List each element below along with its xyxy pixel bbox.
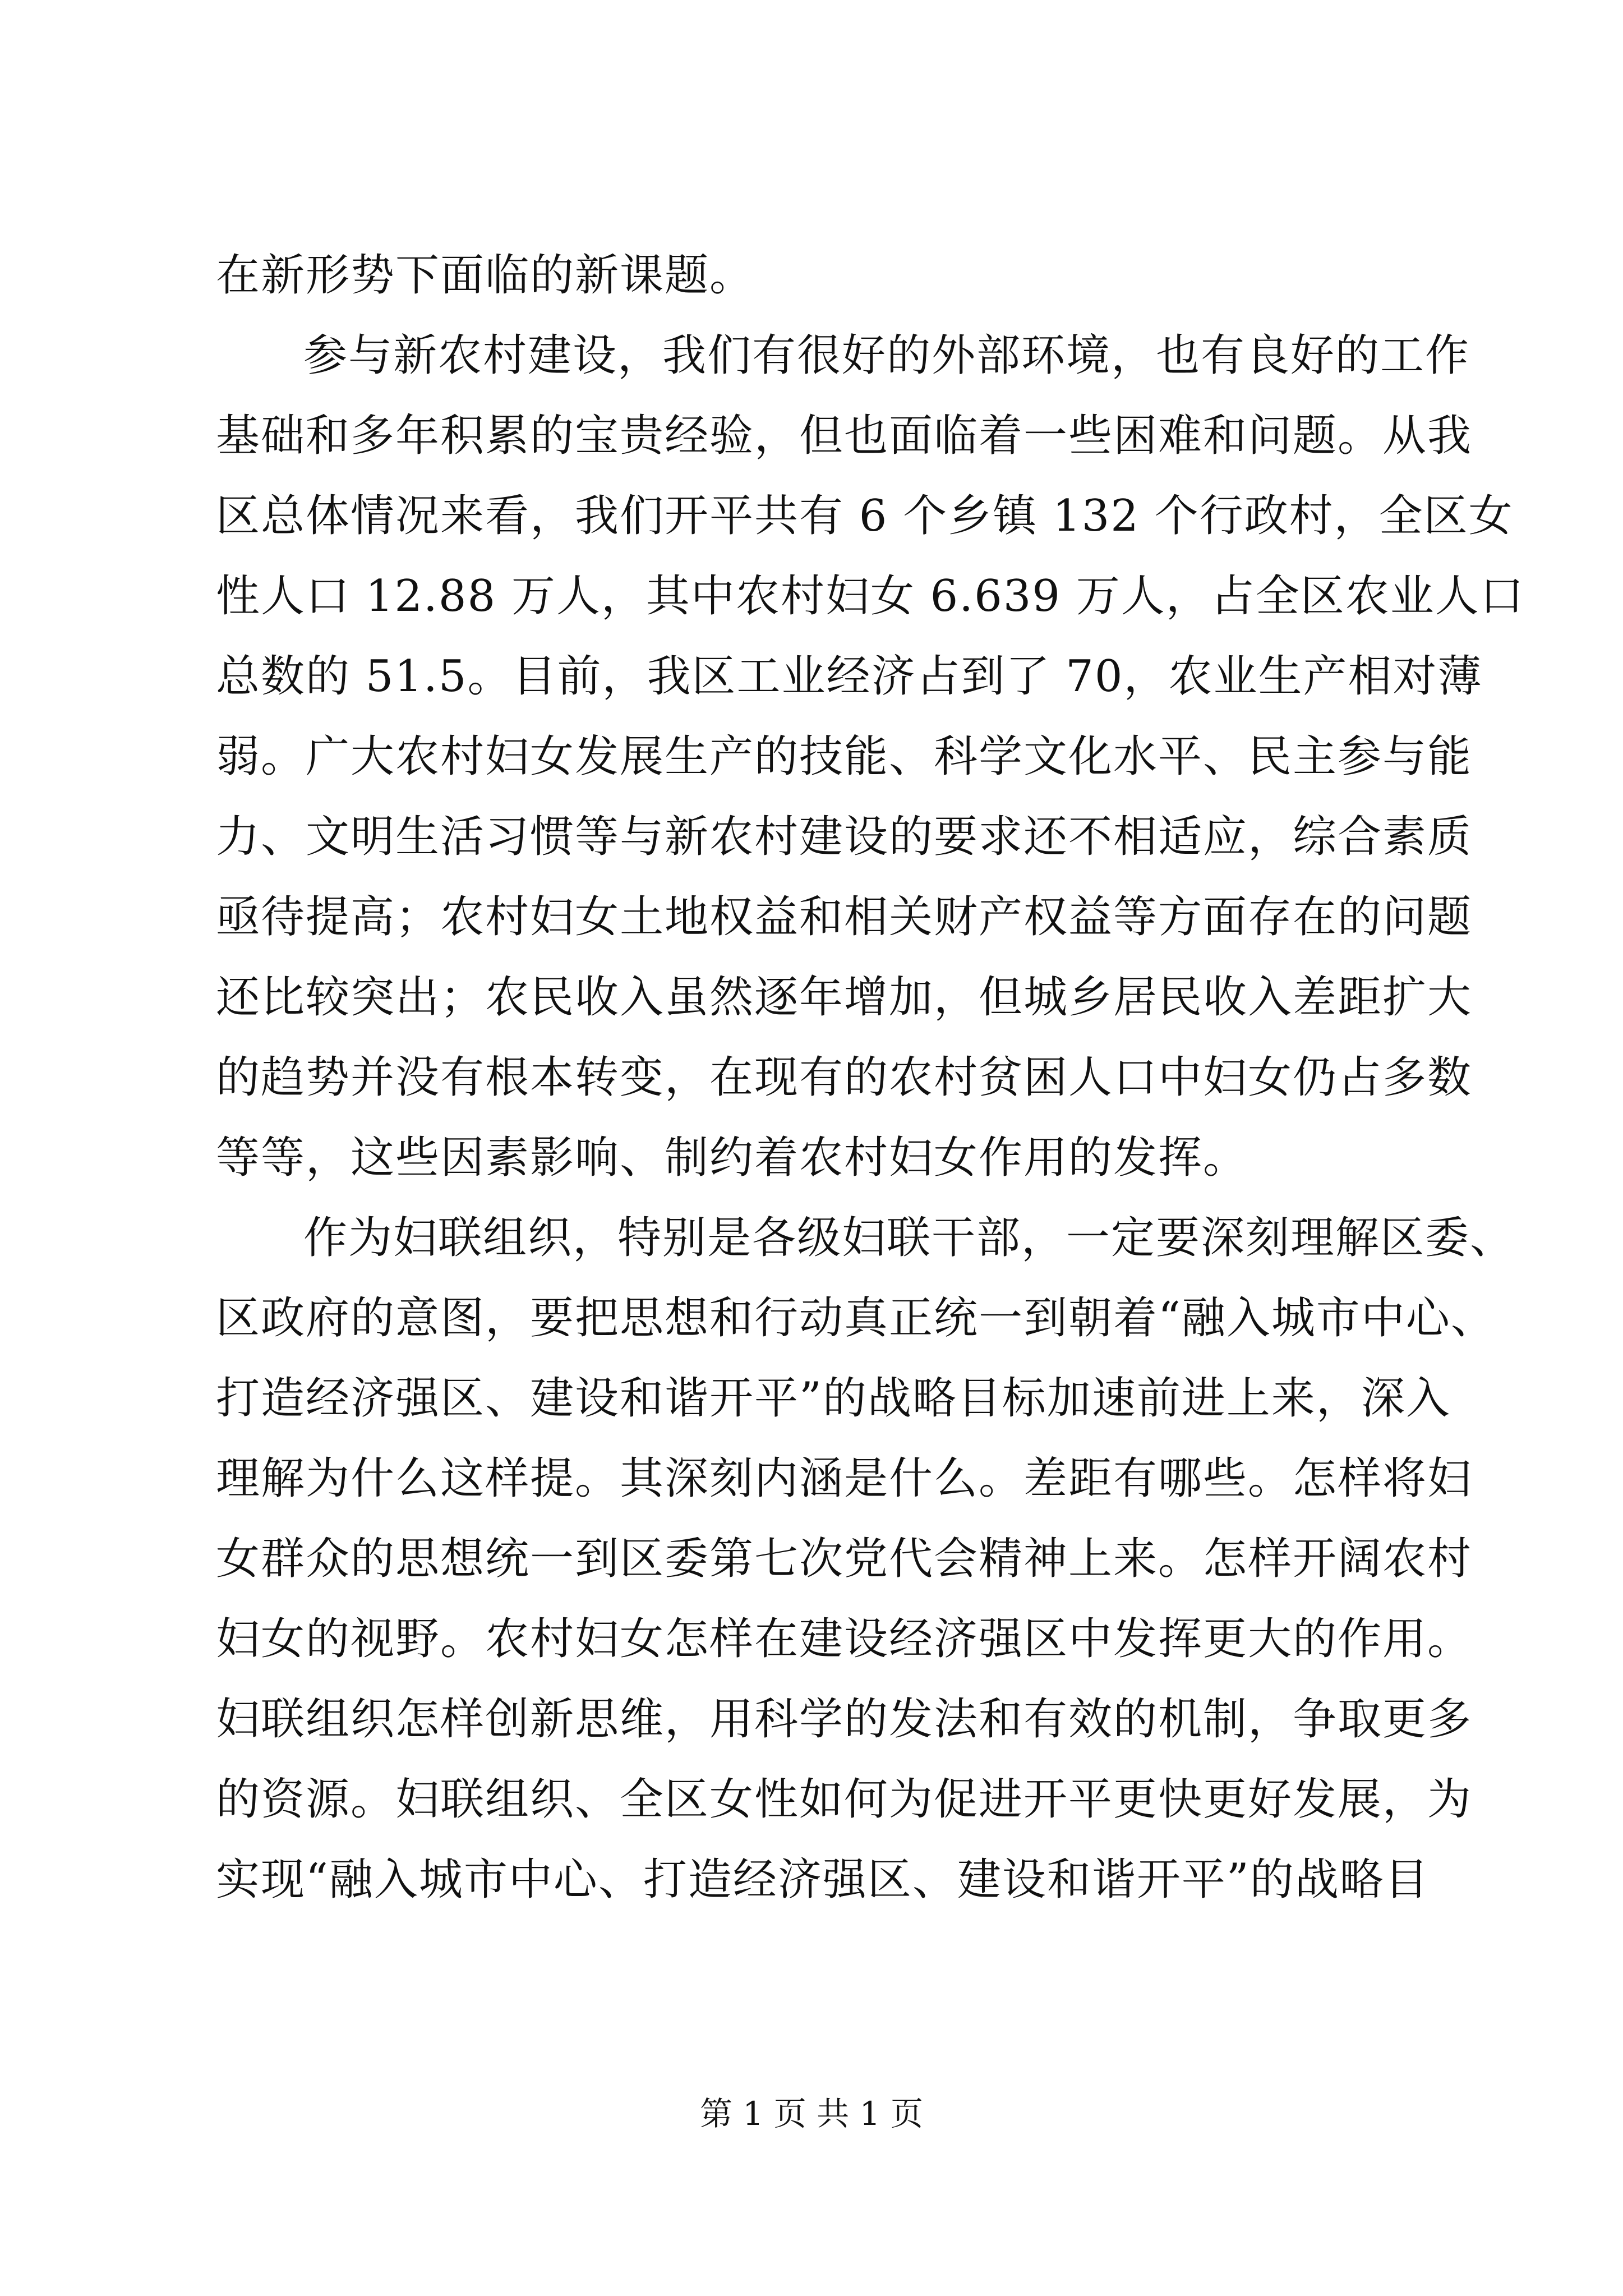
text-line: 亟待提高；农村妇女土地权益和相关财产权益等方面存在的问题 bbox=[216, 892, 1473, 942]
text-line: 妇联组织怎样创新思维，用科学的发法和有效的机制，争取更多 bbox=[216, 1694, 1473, 1745]
text-line: 妇女的视野。农村妇女怎样在建设经济强区中发挥更大的作用。 bbox=[216, 1614, 1473, 1664]
document-body bbox=[216, 236, 1525, 1920]
text-line: 力、文明生活习惯等与新农村建设的要求还不相适应，综合素质 bbox=[216, 812, 1473, 862]
text-line: 性人口 12.88 万人，其中农村妇女 6.639 万人，占全区农业人口 bbox=[216, 571, 1525, 622]
text-line: 还比较突出；农民收入虽然逐年增加，但城乡居民收入差距扩大 bbox=[216, 972, 1473, 1023]
text-line: 的资源。妇联组织、全区女性如何为促进开平更快更好发展，为 bbox=[216, 1774, 1473, 1825]
text-line: 弱。广大农村妇女发展生产的技能、科学文化水平、民主参与能 bbox=[216, 731, 1473, 782]
text-line: 基础和多年积累的宝贵经验，但也面临着一些困难和问题。从我 bbox=[216, 411, 1473, 461]
text-line: 理解为什么这样提。其深刻内涵是什么。差距有哪些。怎样将妇 bbox=[216, 1453, 1473, 1504]
text-line: 在新形势下面临的新课题。 bbox=[216, 250, 755, 301]
text-line: 打造经济强区、建设和谐开平”的战略目标加速前进上来，深入 bbox=[216, 1373, 1451, 1424]
text-line: 实现“融入城市中心、打造经济强区、建设和谐开平”的战略目 bbox=[216, 1855, 1430, 1905]
text-line: 等等，这些因素影响、制约着农村妇女作用的发挥。 bbox=[216, 1133, 1248, 1183]
text-line: 总数的 51.5。目前，我区工业经济占到了 70，农业生产相对薄 bbox=[216, 651, 1483, 702]
text-line: 作为妇联组织，特别是各级妇联干部，一定要深刻理解区委、 bbox=[303, 1213, 1515, 1263]
text-line: 区政府的意图，要把思想和行动真正统一到朝着“融入城市中心、 bbox=[216, 1293, 1496, 1343]
paragraph bbox=[216, 316, 1525, 1198]
paragraph bbox=[216, 1198, 1515, 1920]
text-line: 的趋势并没有根本转变，在现有的农村贫困人口中妇女仍占多数 bbox=[216, 1052, 1473, 1103]
paragraph bbox=[216, 236, 1441, 316]
text-line: 女群众的思想统一到区委第七次党代会精神上来。怎样开阔农村 bbox=[216, 1534, 1473, 1584]
text-line: 区总体情况来看，我们开平共有 6 个乡镇 132 个行政村，全区女 bbox=[216, 491, 1514, 541]
page-footer: 第 1 页 共 1 页 bbox=[700, 2095, 923, 2133]
text-line: 参与新农村建设，我们有很好的外部环境，也有良好的工作 bbox=[303, 330, 1470, 381]
